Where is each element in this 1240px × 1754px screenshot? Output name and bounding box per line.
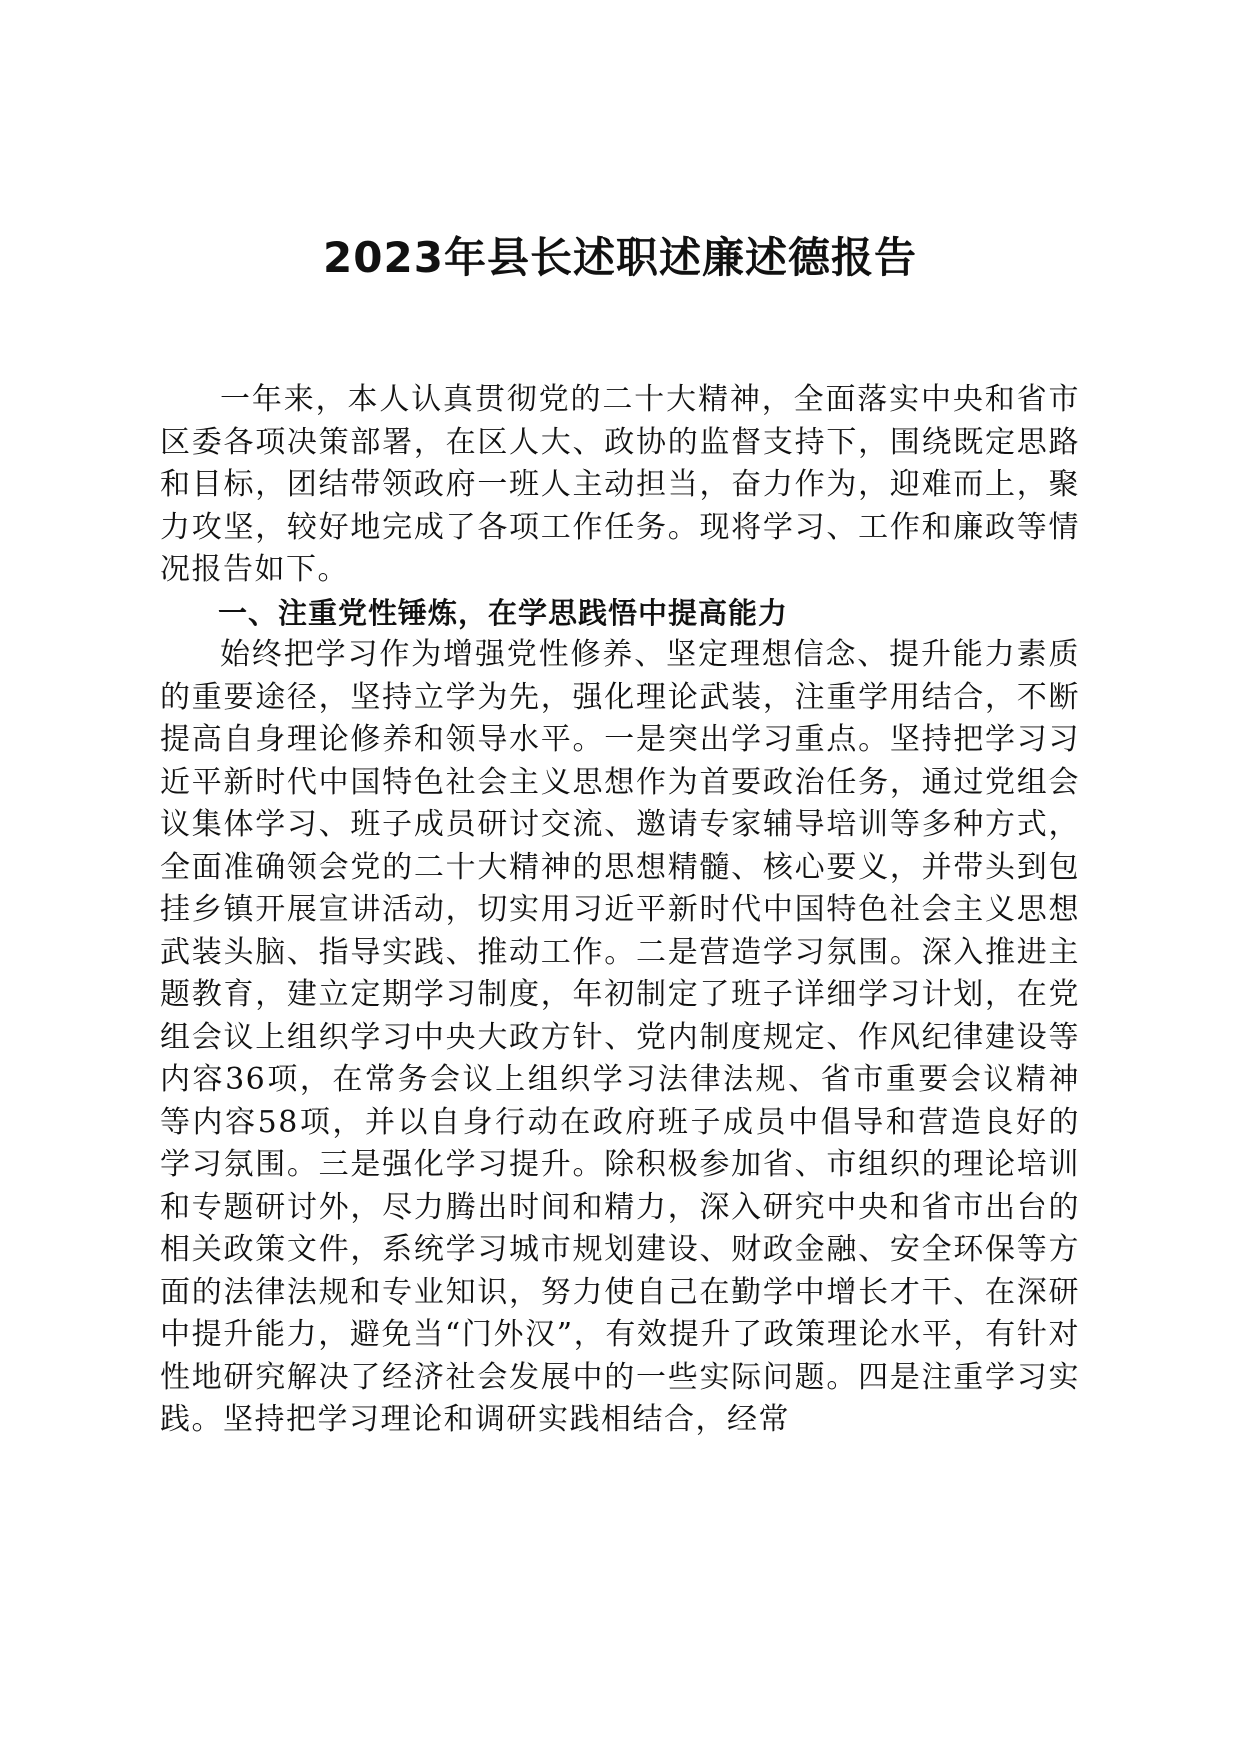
- section-1-heading: 一、注重党性锤炼，在学思践悟中提高能力: [218, 595, 789, 630]
- document-body: [160, 379, 1080, 1442]
- intro-paragraph: 一年来，本人认真贯彻党的二十大精神，全面落实中央和省市区委各项决策部署，在区人大、政协的监督支持下，围绕既定思路和目标，团结带领政府一班人主动担当，奋力作为，迎难而上，聚力攻坚，较好地完成了各项工作任务。现将学习、工作和廉政等情况报告如下。: [160, 382, 1080, 587]
- section-1-paragraph: 始终把学习作为增强党性修养、坚定理想信念、提升能力素质的重要途径，坚持立学为先，强化理论武装，注重学用结合，不断提高自身理论修养和领导水平。一是突出学习重点。坚持把学习习近平新时代中国特色社会主义思想作为首要政治任务，通过党组会议集体学习、班子成员研讨交流、邀请专家辅导培训等多种方式，全面准确领会党的二十大精神的思想精髓、核心要义，并带头到包挂乡镇开展宣讲活动，切实用习近平新时代中国特色社会主义思想武装头脑、指导实践、推动工作。二是营造学习氛围。深入推进主题教育，建立定期学习制度，年初制定了班子详细学习计划，在党组会议上组织学习中央大政方针、党内制度规定、作风纪律建设等内容36项，在常务会议上组织学习法律法规、省市重要会议精神等内容58项，并以自身行动在政府班子成员中倡导和营造良好的学习氛围。三是强化学习提升。除积极参加省、市组织的理论培训和专题研讨外，尽力腾出时间和精力，深入研究中央和省市出台的相关政策文件，系统学习城市规划建设、财政金融、安全环保等方面的法律法规和专业知识，努力使自己在勤学中增长才干、在深研中提升能力，避免当“门外汉”，有效提升了政策理论水平，有针对性地研究解决了经济社会发展中的一些实际问题。四是注重学习实践。坚持把学习理论和调研实践相结合，经常: [160, 637, 1080, 1437]
- document-title: 2023年县长述职述廉述德报告: [323, 233, 917, 282]
